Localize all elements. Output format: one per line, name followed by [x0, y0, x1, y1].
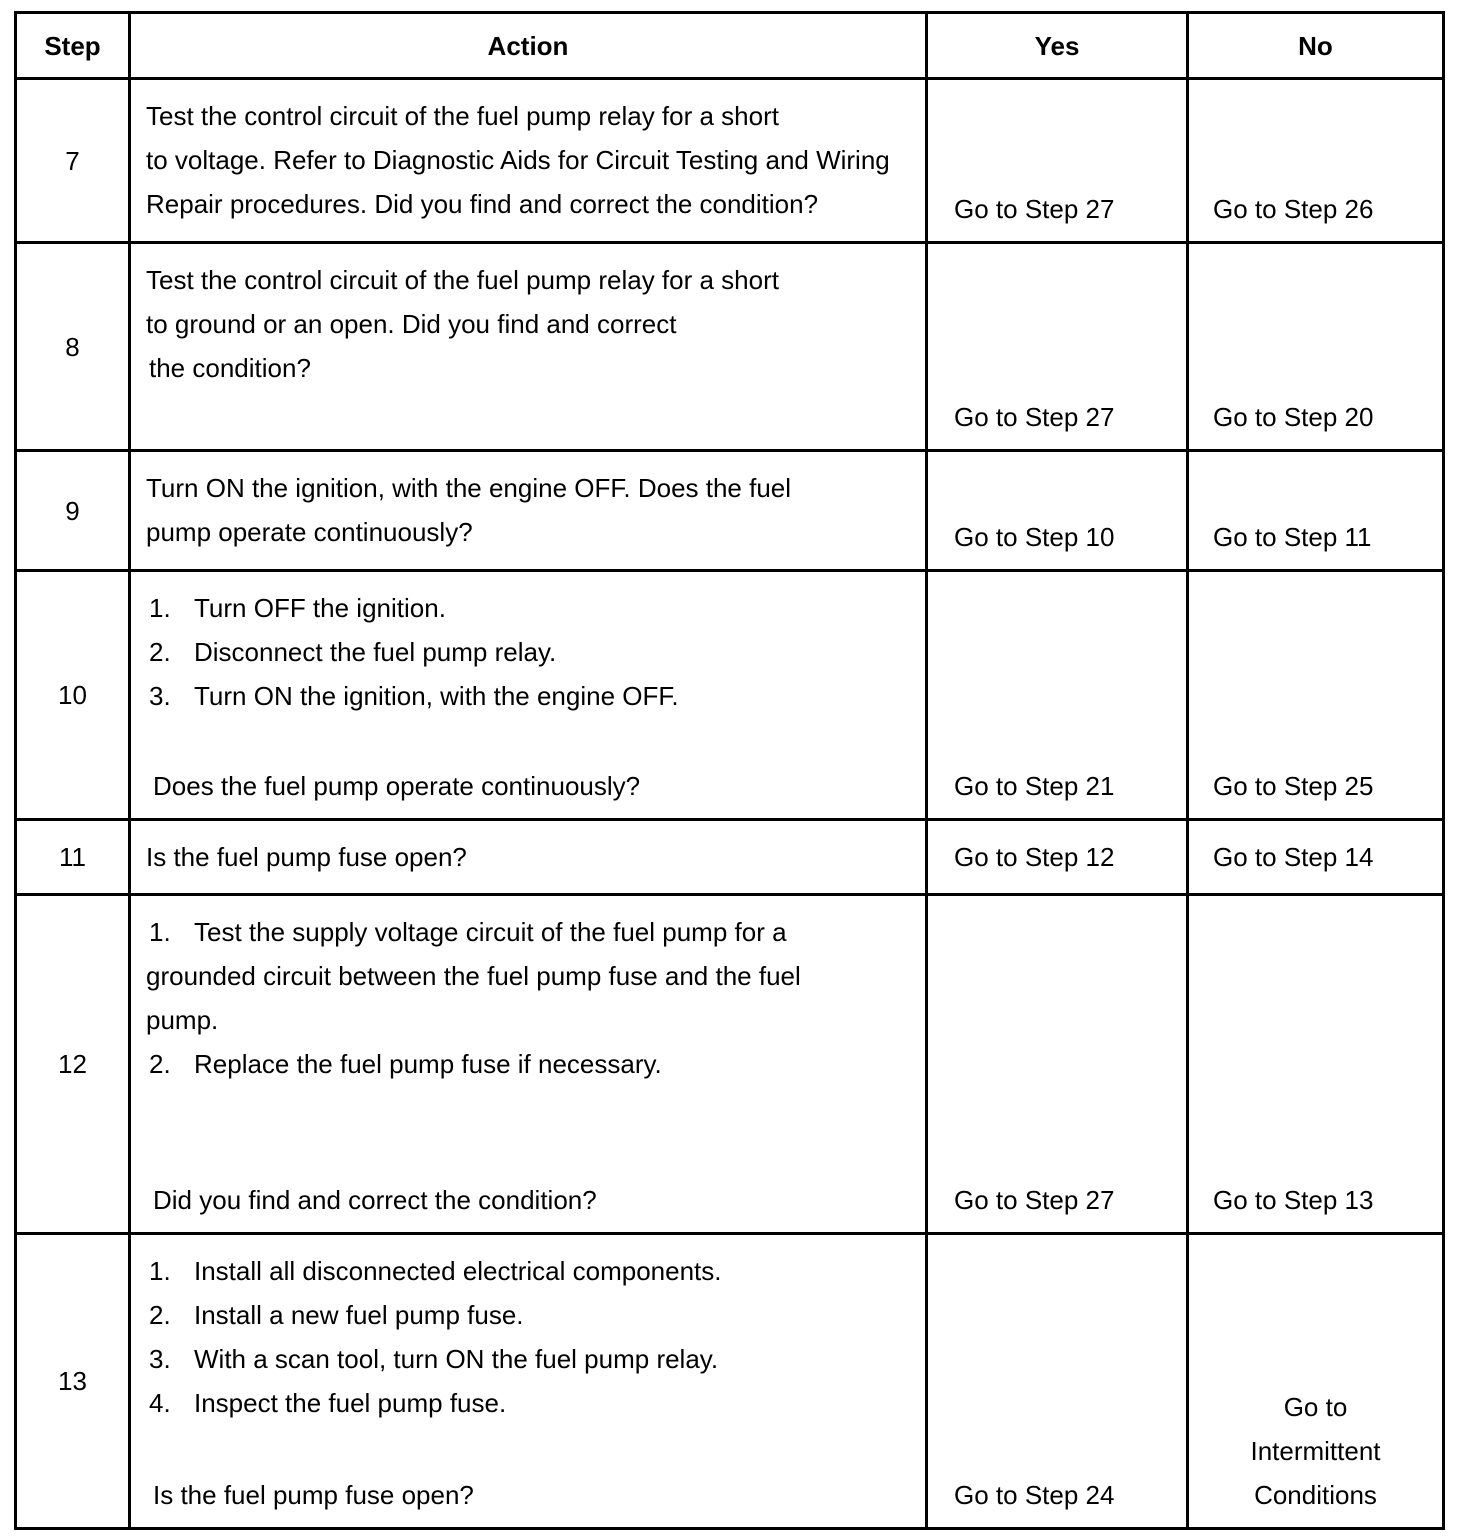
item-number: 2. [149, 1300, 171, 1330]
list-item [146, 630, 925, 674]
list-item [146, 910, 925, 954]
diagnostic-table [14, 11, 1445, 1530]
item-number: 3. [149, 681, 171, 711]
action-line: pump operate continuously? [146, 517, 473, 547]
item-number: 1. [149, 917, 171, 947]
item-continuation: pump. [146, 1005, 219, 1035]
list-item [146, 674, 925, 718]
yes-cell: Go to Step 27 [927, 79, 1188, 243]
action-line: Test the control circuit of the fuel pump relay for a short [146, 265, 779, 295]
step-number: 13 [16, 1234, 130, 1529]
step-number: 7 [16, 79, 130, 243]
table-row [16, 820, 1444, 895]
question-text: Does the fuel pump operate continuously? [153, 771, 641, 801]
item-number: 1. [149, 593, 171, 623]
item-number: 4. [149, 1388, 171, 1418]
yes-cell: Go to Step 27 [927, 243, 1188, 451]
item-number: 1. [149, 1256, 171, 1286]
list-item [146, 1337, 925, 1381]
yes-cell: Go to Step 12 [927, 820, 1188, 895]
no-cell [1188, 1234, 1444, 1529]
action-line: to voltage. Refer to Diagnostic Aids for Circuit Testing and Wiring [146, 145, 890, 175]
action-cell [130, 243, 927, 451]
list-item [146, 1381, 925, 1425]
item-text: Turn ON the ignition, with the engine OFF. [194, 681, 679, 711]
item-number: 2. [149, 1049, 171, 1079]
item-text: Turn OFF the ignition. [194, 593, 446, 623]
action-cell [130, 895, 927, 1234]
no-line: Intermittent [1250, 1436, 1381, 1466]
list-item [146, 1042, 925, 1086]
step-number: 12 [16, 895, 130, 1234]
header-step: Step [16, 13, 130, 79]
yes-cell: Go to Step 27 [927, 895, 1188, 1234]
action-cell [130, 79, 927, 243]
header-row [16, 13, 1444, 79]
header-no: No [1188, 13, 1444, 79]
no-cell: Go to Step 26 [1188, 79, 1444, 243]
item-text: Inspect the fuel pump fuse. [194, 1388, 507, 1418]
header-action: Action [130, 13, 927, 79]
no-line: Go to [1283, 1392, 1348, 1422]
table-row [16, 1234, 1444, 1529]
no-cell: Go to Step 14 [1188, 820, 1444, 895]
question-text: Is the fuel pump fuse open? [153, 1480, 474, 1510]
item-text: Install all disconnected electrical components. [194, 1256, 722, 1286]
table-row [16, 451, 1444, 571]
item-text: With a scan tool, turn ON the fuel pump relay. [194, 1344, 719, 1374]
question-text: Did you find and correct the condition? [153, 1185, 597, 1215]
table-row [16, 571, 1444, 820]
action-line: Turn ON the ignition, with the engine OFF. Does the fuel [146, 473, 792, 503]
action-line: the condition? [149, 353, 311, 383]
no-line: Conditions [1254, 1480, 1377, 1510]
action-line: Test the control circuit of the fuel pump relay for a short [146, 101, 779, 131]
item-text: Replace the fuel pump fuse if necessary. [194, 1049, 662, 1079]
table-row [16, 243, 1444, 451]
step-number: 9 [16, 451, 130, 571]
list-item [146, 1249, 925, 1293]
yes-cell: Go to Step 24 [927, 1234, 1188, 1529]
step-number: 10 [16, 571, 130, 820]
item-number: 2. [149, 637, 171, 667]
no-cell: Go to Step 25 [1188, 571, 1444, 820]
item-continuation: grounded circuit between the fuel pump fuse and the fuel [146, 961, 801, 991]
item-text: Disconnect the fuel pump relay. [194, 637, 557, 667]
action-cell [130, 1234, 927, 1529]
action-line: Repair procedures. Did you find and correct the condition? [146, 189, 819, 219]
yes-cell: Go to Step 21 [927, 571, 1188, 820]
no-cell: Go to Step 20 [1188, 243, 1444, 451]
action-cell: Is the fuel pump fuse open? [130, 820, 927, 895]
table-row [16, 895, 1444, 1234]
list-item [146, 586, 925, 630]
item-text: Test the supply voltage circuit of the fuel pump for a [194, 917, 787, 947]
no-cell: Go to Step 11 [1188, 451, 1444, 571]
no-cell: Go to Step 13 [1188, 895, 1444, 1234]
item-number: 3. [149, 1344, 171, 1374]
step-number: 11 [16, 820, 130, 895]
action-cell [130, 451, 927, 571]
header-yes: Yes [927, 13, 1188, 79]
item-text: Install a new fuel pump fuse. [194, 1300, 524, 1330]
action-line: to ground or an open. Did you find and correct [146, 309, 677, 339]
list-item [146, 1293, 925, 1337]
yes-cell: Go to Step 10 [927, 451, 1188, 571]
action-cell [130, 571, 927, 820]
step-number: 8 [16, 243, 130, 451]
table-row [16, 79, 1444, 243]
